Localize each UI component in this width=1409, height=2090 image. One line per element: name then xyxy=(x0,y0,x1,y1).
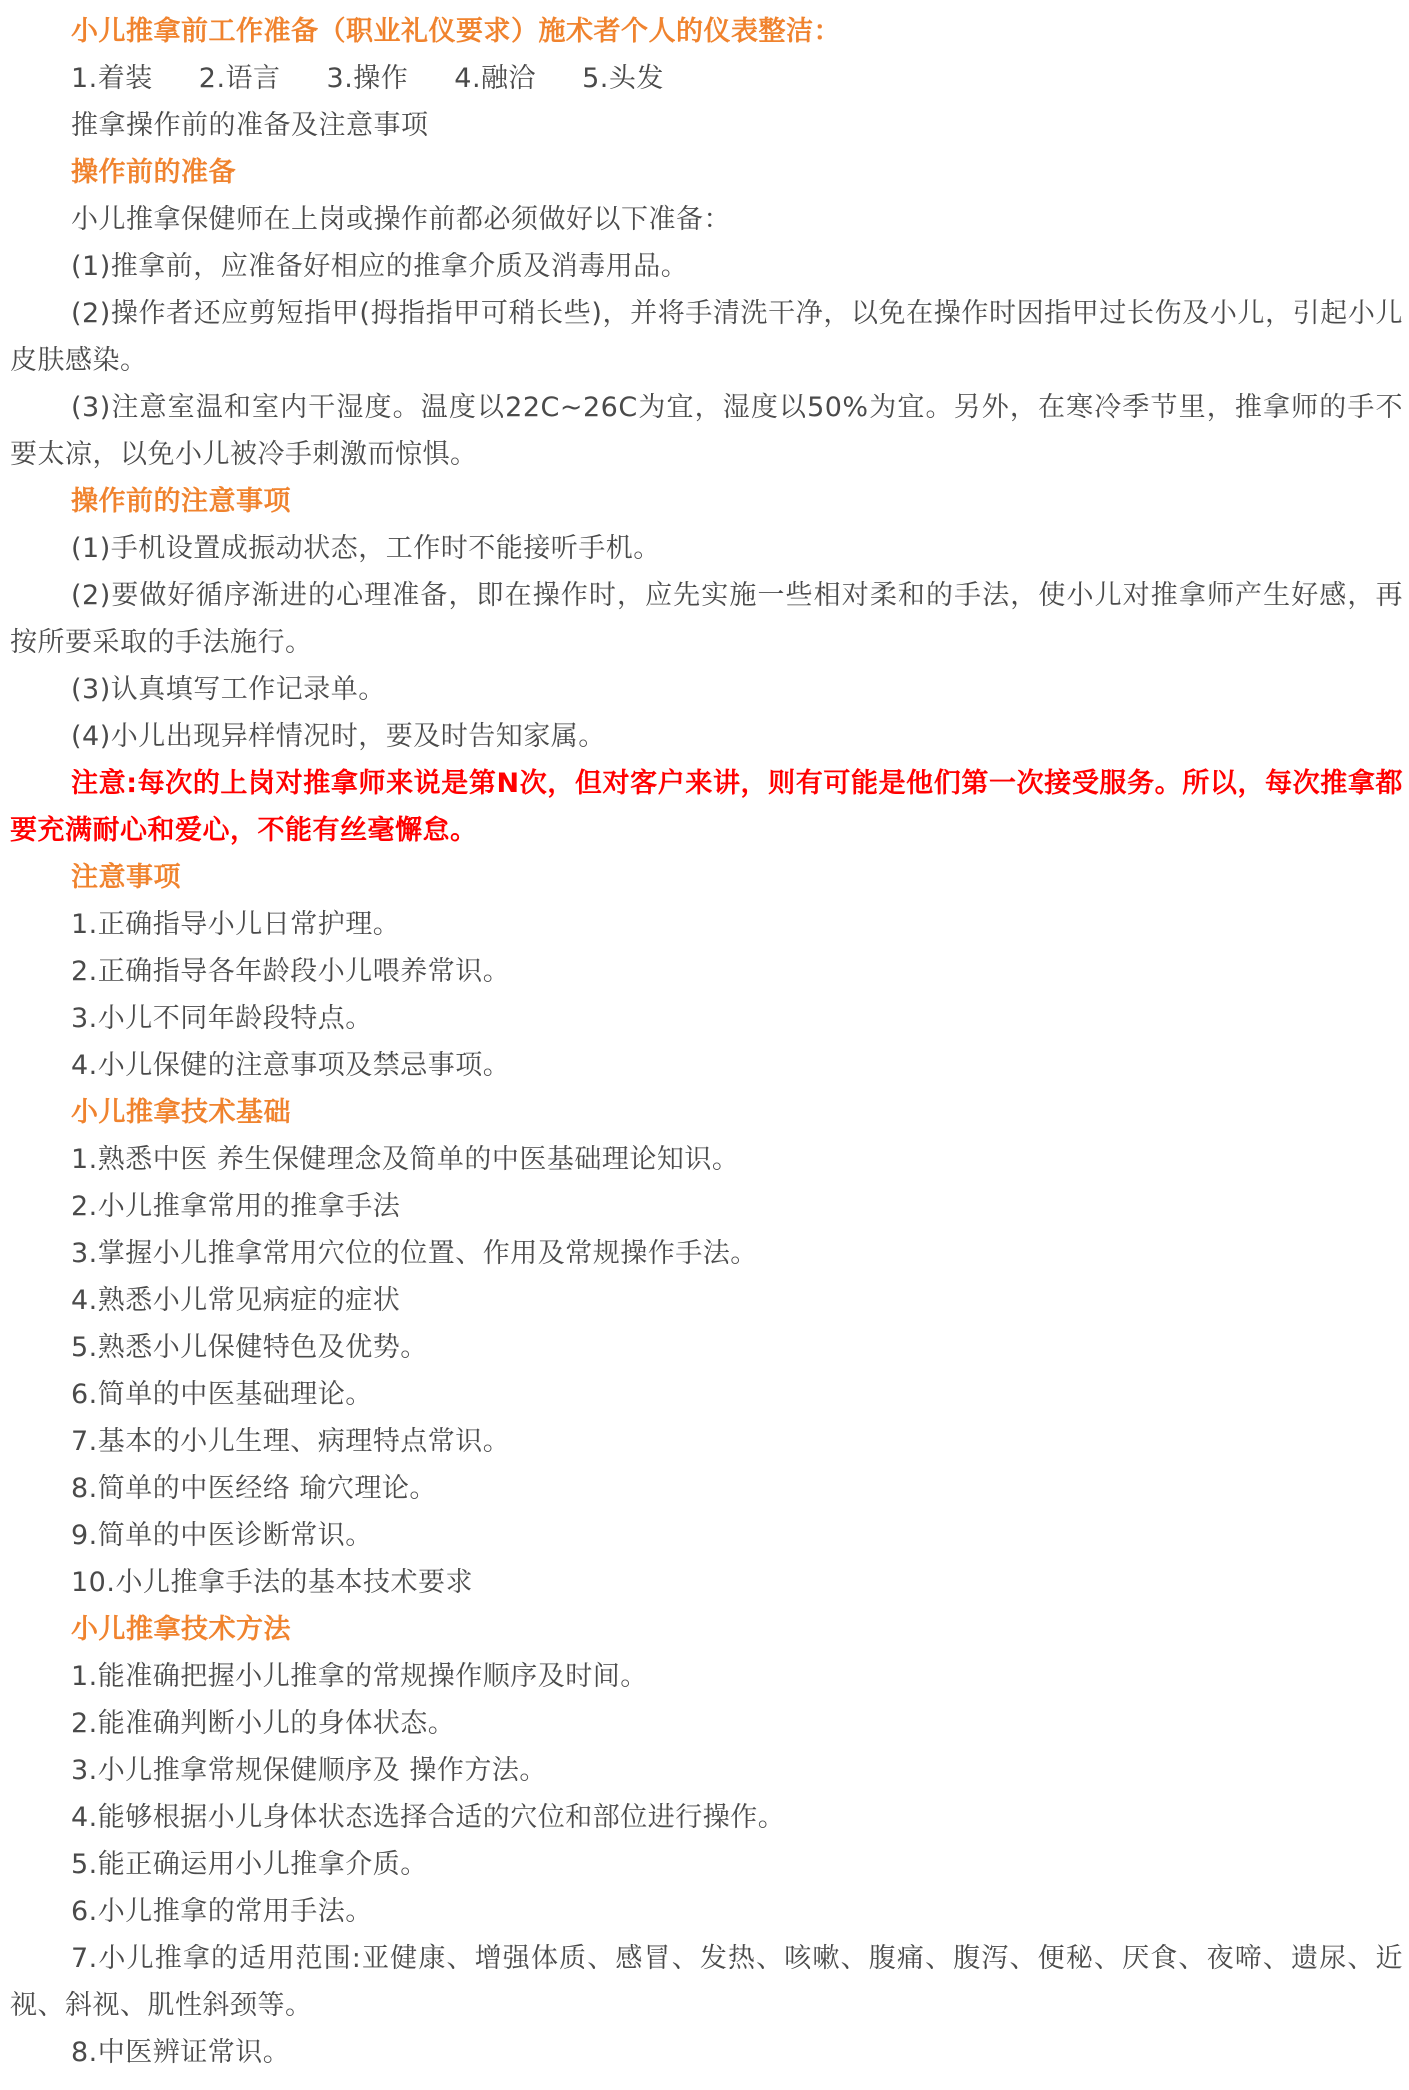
methods-item: 2.能准确判断小儿的身体状态。 xyxy=(71,1708,456,1739)
intro-title: 小儿推拿前工作准备（职业礼仪要求）施术者个人的仪表整洁： xyxy=(71,16,841,47)
methods-item: 7.小儿推拿的适用范围:亚健康、增强体质、感冒、发热、咳嗽、腹痛、腹泻、便秘、厌食、夜啼、遗尿、近视、斜视、肌性斜颈等。 xyxy=(10,1943,1403,2021)
basics-item: 4.熟悉小儿常见病症的症状 xyxy=(71,1285,401,1316)
precaution-item: (2)要做好循序渐进的心理准备，即在操作时，应先实施一些相对柔和的手法，使小儿对推拿师产生好感，再按所要采取的手法施行。 xyxy=(10,580,1403,658)
notes-item: 1.正确指导小儿日常护理。 xyxy=(71,909,401,940)
option-item: 2.语言 xyxy=(198,63,281,94)
basics-item: 9.简单的中医诊断常识。 xyxy=(71,1520,373,1551)
methods-item: 6.小儿推拿的常用手法。 xyxy=(71,1896,373,1927)
basics-item: 2.小儿推拿常用的推拿手法 xyxy=(71,1191,401,1222)
section-heading-basics: 小儿推拿技术基础 xyxy=(71,1097,291,1128)
section-heading-precautions: 操作前的注意事项 xyxy=(71,486,291,517)
methods-item: 8.中医辨证常识。 xyxy=(71,2037,291,2068)
basics-item: 5.熟悉小儿保健特色及优势。 xyxy=(71,1332,428,1363)
precaution-item: (3)认真填写工作记录单。 xyxy=(71,674,386,705)
basics-item: 6.简单的中医基础理论。 xyxy=(71,1379,373,1410)
option-item: 1.着装 xyxy=(71,63,153,94)
methods-item: 5.能正确运用小儿推拿介质。 xyxy=(71,1849,428,1880)
basics-item: 7.基本的小儿生理、病理特点常识。 xyxy=(71,1426,511,1457)
prep-item: (2)操作者还应剪短指甲(拇指指甲可稍长些)，并将手清洗干净，以免在操作时因指甲过长伤及小儿，引起小儿皮肤感染。 xyxy=(10,298,1403,376)
methods-item: 3.小儿推拿常规保健顺序及 操作方法。 xyxy=(71,1755,547,1786)
section-heading-methods: 小儿推拿技术方法 xyxy=(71,1614,291,1645)
basics-item: 3.掌握小儿推拿常用穴位的位置、作用及常规操作手法。 xyxy=(71,1238,758,1269)
notes-item: 2.正确指导各年龄段小儿喂养常识。 xyxy=(71,956,511,987)
intro-subtitle: 推拿操作前的准备及注意事项 xyxy=(71,110,429,141)
notice-text: 注意:每次的上岗对推拿师来说是第N次，但对客户来讲，则有可能是他们第一次接受服务。所以，每次推拿都要充满耐心和爱心，不能有丝毫懈怠。 xyxy=(10,768,1403,846)
notes-item: 4.小儿保健的注意事项及禁忌事项。 xyxy=(71,1050,511,1081)
prep-item: (1)推拿前，应准备好相应的推拿介质及消毒用品。 xyxy=(71,251,689,282)
basics-item: 8.简单的中医经络 瑜穴理论。 xyxy=(71,1473,437,1504)
methods-item: 1.能准确把握小儿推拿的常规操作顺序及时间。 xyxy=(71,1661,648,1692)
precaution-item: (4)小儿出现异样情况时，要及时告知家属。 xyxy=(71,721,606,752)
option-item: 4.融洽 xyxy=(454,63,537,94)
option-item: 5.头发 xyxy=(582,63,664,94)
precaution-item: (1)手机设置成振动状态，工作时不能接听手机。 xyxy=(71,533,661,564)
basics-item: 10.小儿推拿手法的基本技术要求 xyxy=(71,1567,473,1598)
prep-item: (3)注意室温和室内干湿度。温度以22C~26C为宜，湿度以50%为宜。另外，在寒冷季节里，推拿师的手不要太凉，以免小儿被冷手刺激而惊惧。 xyxy=(10,392,1403,470)
notes-item: 3.小儿不同年龄段特点。 xyxy=(71,1003,373,1034)
prep-lead: 小儿推拿保健师在上岗或操作前都必须做好以下准备： xyxy=(71,204,731,235)
attire-options xyxy=(10,55,1403,102)
option-item: 3.操作 xyxy=(326,63,409,94)
methods-item: 4.能够根据小儿身体状态选择合适的穴位和部位进行操作。 xyxy=(71,1802,786,1833)
section-heading-prep: 操作前的准备 xyxy=(71,157,236,188)
section-heading-notes: 注意事项 xyxy=(71,862,181,893)
basics-item: 1.熟悉中医 养生保健理念及简单的中医基础理论知识。 xyxy=(71,1144,740,1175)
